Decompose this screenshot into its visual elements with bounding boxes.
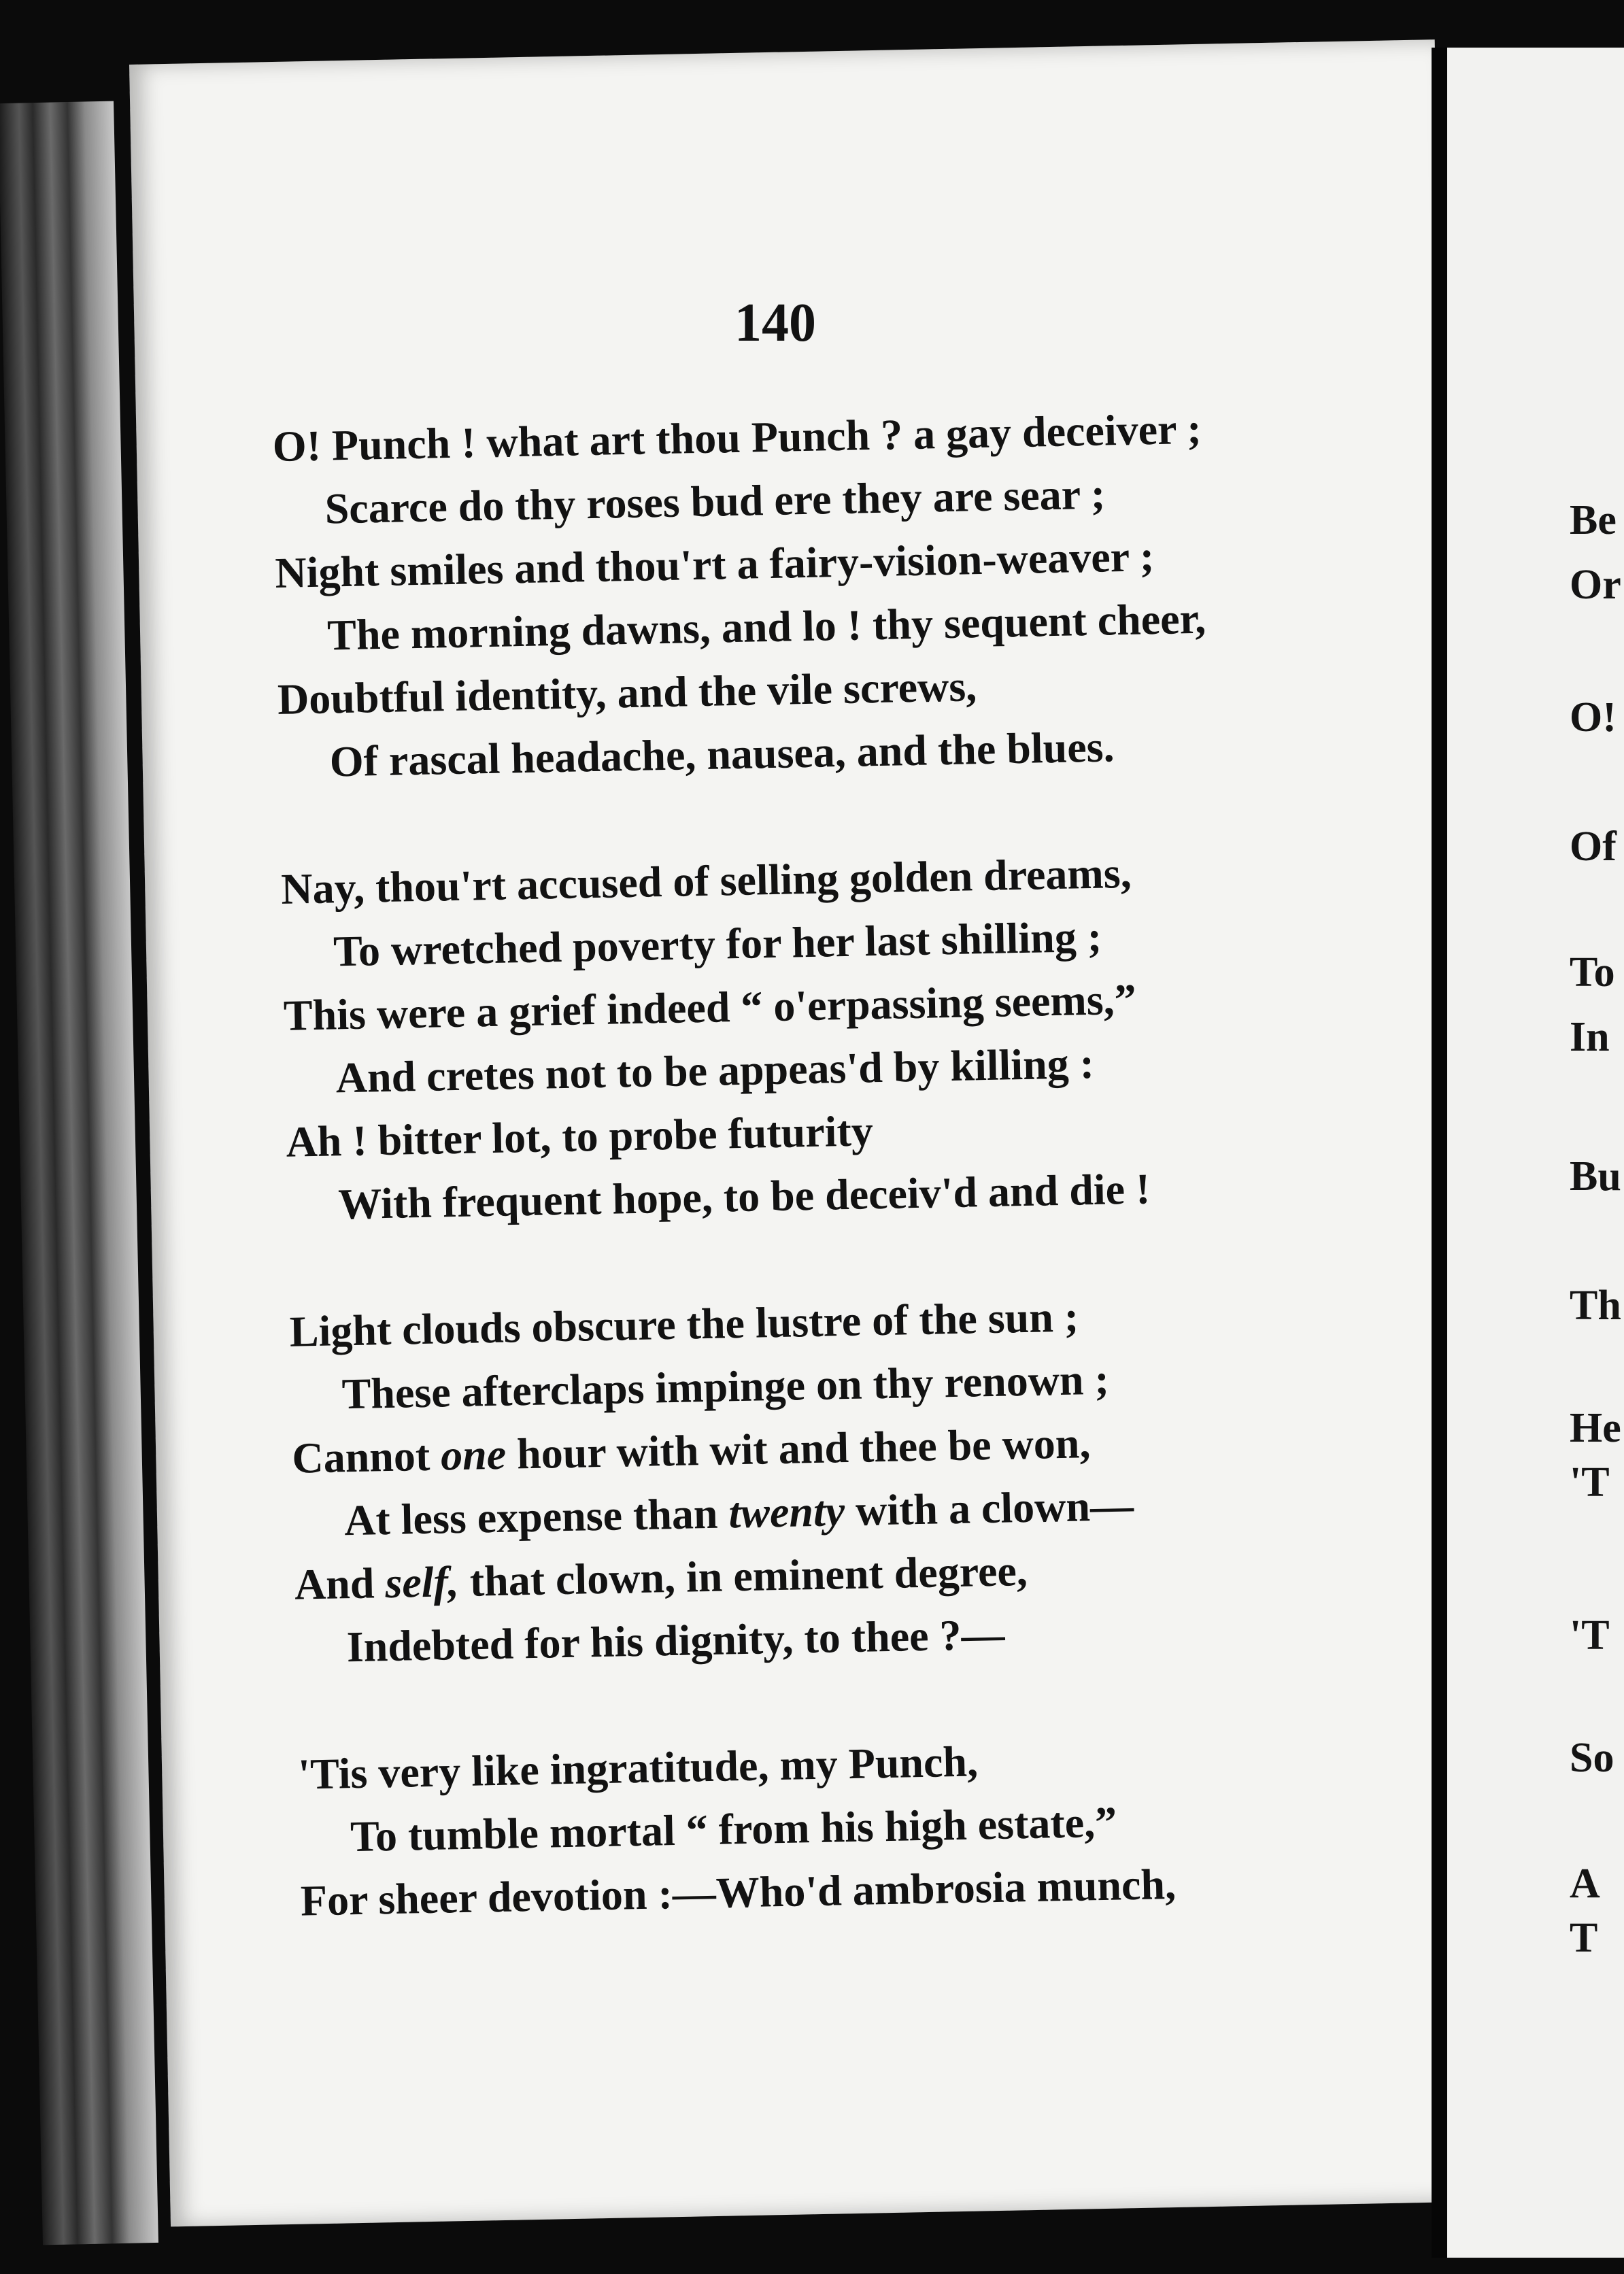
facing-page-fragment: Th — [1570, 1283, 1621, 1329]
line-text: Cannot — [291, 1431, 441, 1482]
facing-page-fragment: Of — [1570, 824, 1617, 870]
poem-line: Light clouds obscure the lustre of the sun ; — [289, 1292, 1079, 1356]
facing-page-fragment: A — [1570, 1861, 1600, 1907]
line-text: At less expense than — [343, 1489, 730, 1545]
facing-page-fragment: O! — [1570, 694, 1617, 741]
poem-line: These afterclaps impinge on thy renown ; — [341, 1355, 1110, 1419]
stanza — [272, 397, 1208, 794]
poem-line: Ah ! bitter lot, to probe futurity — [285, 1106, 874, 1166]
poem-line: To wretched poverty for her last shilling ; — [333, 912, 1102, 976]
line-text: And — [294, 1559, 386, 1609]
facing-page-fragment: He — [1570, 1405, 1621, 1451]
stanza — [280, 840, 1217, 1237]
page-number: 140 — [734, 293, 816, 353]
facing-page-fragment: To — [1570, 949, 1615, 996]
poem-line: With frequent hope, to be deceiv'd and die ! — [337, 1164, 1151, 1229]
poem-line: For sheer devotion :—Who'd ambrosia munch, — [300, 1859, 1177, 1925]
poem-line: And cretes not to be appeas'd by killing : — [335, 1038, 1095, 1102]
facing-page-fragment: 'T — [1570, 1612, 1610, 1659]
facing-page-fragment: Be — [1570, 497, 1617, 543]
stanza — [289, 1283, 1225, 1680]
poem-line: Nay, thou'rt accused of selling golden dreams, — [280, 848, 1132, 913]
poem-body — [272, 397, 1231, 1933]
poem-line: This were a grief indeed “ o'erpassing seems,” — [283, 974, 1137, 1040]
line-text: hour with wit and thee be won, — [505, 1419, 1092, 1478]
poem-line: The morning dawns, and lo ! thy sequent cheer, — [326, 594, 1206, 660]
page-block-edge — [0, 101, 158, 2245]
facing-page-fragment: So — [1570, 1735, 1614, 1781]
italic-word: self, — [384, 1557, 460, 1608]
facing-page — [1447, 48, 1624, 2258]
facing-page-fragment: In — [1570, 1014, 1610, 1060]
italic-word: twenty — [728, 1487, 845, 1538]
stanza — [297, 1725, 1230, 1932]
poem-line: O! Punch ! what art thou Punch ? a gay deceiver ; — [272, 404, 1202, 471]
poem-line: Scarce do thy roses bud ere they are sear ; — [324, 469, 1106, 533]
poem-line: Doubtful identity, and the vile screws, — [277, 662, 977, 724]
italic-word: one — [440, 1429, 507, 1480]
poem-line: To tumble mortal “ from his high estate,” — [350, 1797, 1117, 1861]
facing-page-fragment: T — [1570, 1915, 1598, 1961]
poem-line: Of rascal headache, nausea, and the blues. — [329, 722, 1115, 786]
line-text: that clown, in eminent degree, — [458, 1546, 1028, 1606]
facing-page-fragment: 'T — [1570, 1459, 1610, 1506]
book-gutter — [1432, 48, 1448, 2258]
poem-line: 'Tis very like ingratitude, my Punch, — [297, 1737, 979, 1799]
poem-line: Indebted for his dignity, to thee ?— — [346, 1610, 1006, 1671]
facing-page-fragment: Or — [1570, 562, 1621, 608]
poem-line: Night smiles and thou'rt a fairy-vision-weaver ; — [274, 532, 1155, 597]
facing-page-fragment: Bu — [1570, 1153, 1621, 1200]
line-text: with a clown— — [844, 1480, 1134, 1535]
